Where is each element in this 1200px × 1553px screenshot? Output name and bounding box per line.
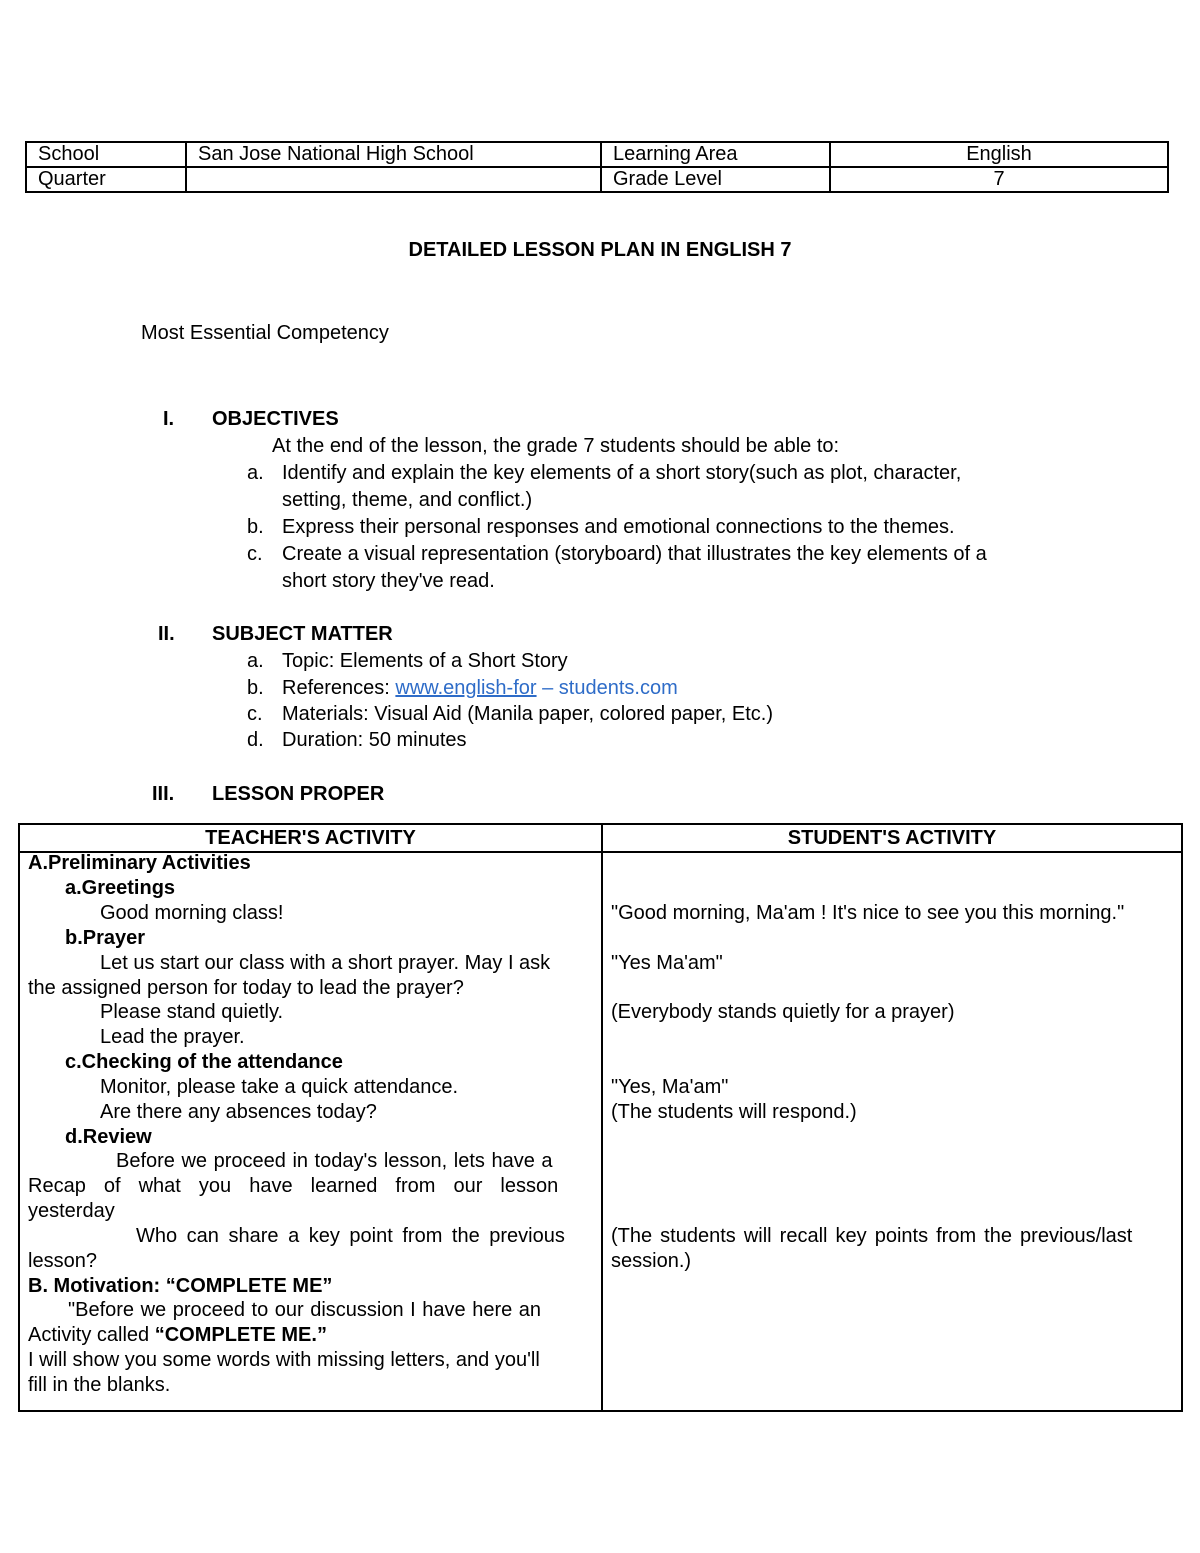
- activity-name: “COMPLETE ME.”: [154, 1324, 327, 1346]
- review-text: yesterday: [28, 1200, 115, 1222]
- page-title: DETAILED LESSON PLAN IN ENGLISH 7: [408, 239, 792, 261]
- motivation-text-pre: Activity called: [28, 1324, 155, 1346]
- subject-matter-numeral: II.: [158, 623, 175, 645]
- greetings-heading: a.Greetings: [65, 877, 176, 899]
- references-label: References:: [282, 677, 396, 699]
- subject-matter-heading: SUBJECT MATTER: [212, 623, 393, 645]
- objective-text: Express their personal responses and emotional connections to the themes.: [282, 516, 955, 538]
- references-line: [282, 675, 678, 701]
- motivation-text: fill in the blanks.: [28, 1374, 171, 1396]
- student-recall-reply: (The students will recall key points from the previous/last: [611, 1225, 1133, 1247]
- materials-text: Materials: Visual Aid (Manila paper, colored paper, Etc.): [282, 703, 773, 725]
- monitor-instruction: Monitor, please take a quick attendance.: [100, 1076, 459, 1098]
- references-link[interactable]: [395, 677, 677, 699]
- grade-level-value: 7: [830, 167, 1168, 192]
- activity-table: [18, 823, 1183, 1412]
- references-marker: b.: [247, 677, 264, 699]
- motivation-text: "Before we proceed to our discussion I have here an: [68, 1299, 542, 1321]
- objectives-intro: At the end of the lesson, the grade 7 students should be able to:: [272, 435, 840, 457]
- objective-text: Identify and explain the key elements of a short story(such as plot, character,: [282, 462, 962, 484]
- student-recall-reply: session.): [611, 1250, 692, 1272]
- student-prayer-reply: "Yes Ma'am": [611, 952, 723, 974]
- objective-text: short story they've read.: [282, 570, 495, 592]
- column-divider: [601, 825, 603, 1410]
- learning-area-value: English: [830, 142, 1168, 167]
- references-link-rest[interactable]: – students.com: [536, 677, 678, 699]
- duration-text: Duration: 50 minutes: [282, 729, 467, 751]
- grade-level-label: Grade Level: [601, 167, 830, 192]
- attendance-heading: c.Checking of the attendance: [65, 1051, 343, 1073]
- review-text: Before we proceed in today's lesson, lets have a: [116, 1150, 553, 1172]
- motivation-heading: B. Motivation: “COMPLETE ME”: [28, 1275, 333, 1297]
- quarter-label: Quarter: [26, 167, 186, 192]
- objective-text: setting, theme, and conflict.): [282, 489, 533, 511]
- school-info-table: [25, 141, 1169, 193]
- objectives-numeral: I.: [163, 408, 175, 430]
- student-monitor-reply: "Yes, Ma'am": [611, 1076, 729, 1098]
- stand-instruction: Please stand quietly.: [100, 1001, 284, 1023]
- review-heading: d.Review: [65, 1126, 152, 1148]
- lesson-proper-heading: LESSON PROPER: [212, 783, 385, 805]
- learning-area-label: Learning Area: [601, 142, 830, 167]
- materials-marker: c.: [247, 703, 263, 725]
- objective-marker: a.: [247, 462, 264, 484]
- duration-marker: d.: [247, 729, 264, 751]
- prayer-text: Let us start our class with a short prayer. May I ask: [100, 952, 551, 974]
- prayer-heading: b.Prayer: [65, 927, 146, 949]
- review-text: Recap of what you have learned from our lesson: [28, 1175, 559, 1197]
- quarter-value: [186, 167, 601, 192]
- objectives-heading: OBJECTIVES: [212, 408, 339, 430]
- student-absence-reply: (The students will respond.): [611, 1101, 857, 1123]
- student-stand-reply: (Everybody stands quietly for a prayer): [611, 1001, 955, 1023]
- references-link-underlined[interactable]: www.english-for: [395, 677, 537, 699]
- prayer-text: the assigned person for today to lead the prayer?: [28, 977, 464, 999]
- objective-marker: b.: [247, 516, 264, 538]
- topic-marker: a.: [247, 650, 264, 672]
- objective-marker: c.: [247, 543, 263, 565]
- lead-instruction: Lead the prayer.: [100, 1026, 245, 1048]
- lesson-proper-numeral: III.: [152, 783, 175, 805]
- student-activity-header: STUDENT'S ACTIVITY: [787, 827, 997, 849]
- absences-question: Are there any absences today?: [100, 1101, 377, 1123]
- teacher-activity-header: TEACHER'S ACTIVITY: [205, 827, 416, 849]
- share-question: Who can share a key point from the previous: [136, 1225, 565, 1247]
- school-label: School: [26, 142, 186, 167]
- table-row: [26, 167, 1168, 192]
- school-value: San Jose National High School: [186, 142, 601, 167]
- greetings-text: Good morning class!: [100, 902, 284, 924]
- motivation-text: [28, 1323, 327, 1348]
- table-row: [26, 142, 1168, 167]
- share-question: lesson?: [28, 1250, 97, 1272]
- competency-label: Most Essential Competency: [141, 322, 389, 344]
- topic-text: Topic: Elements of a Short Story: [282, 650, 568, 672]
- objective-text: Create a visual representation (storyboard) that illustrates the key elements of a: [282, 543, 987, 565]
- preliminary-activities-heading: A.Preliminary Activities: [28, 852, 251, 874]
- motivation-text: I will show you some words with missing letters, and you'll: [28, 1349, 540, 1371]
- student-greeting-reply: "Good morning, Ma'am ! It's nice to see you this morning.": [611, 902, 1125, 924]
